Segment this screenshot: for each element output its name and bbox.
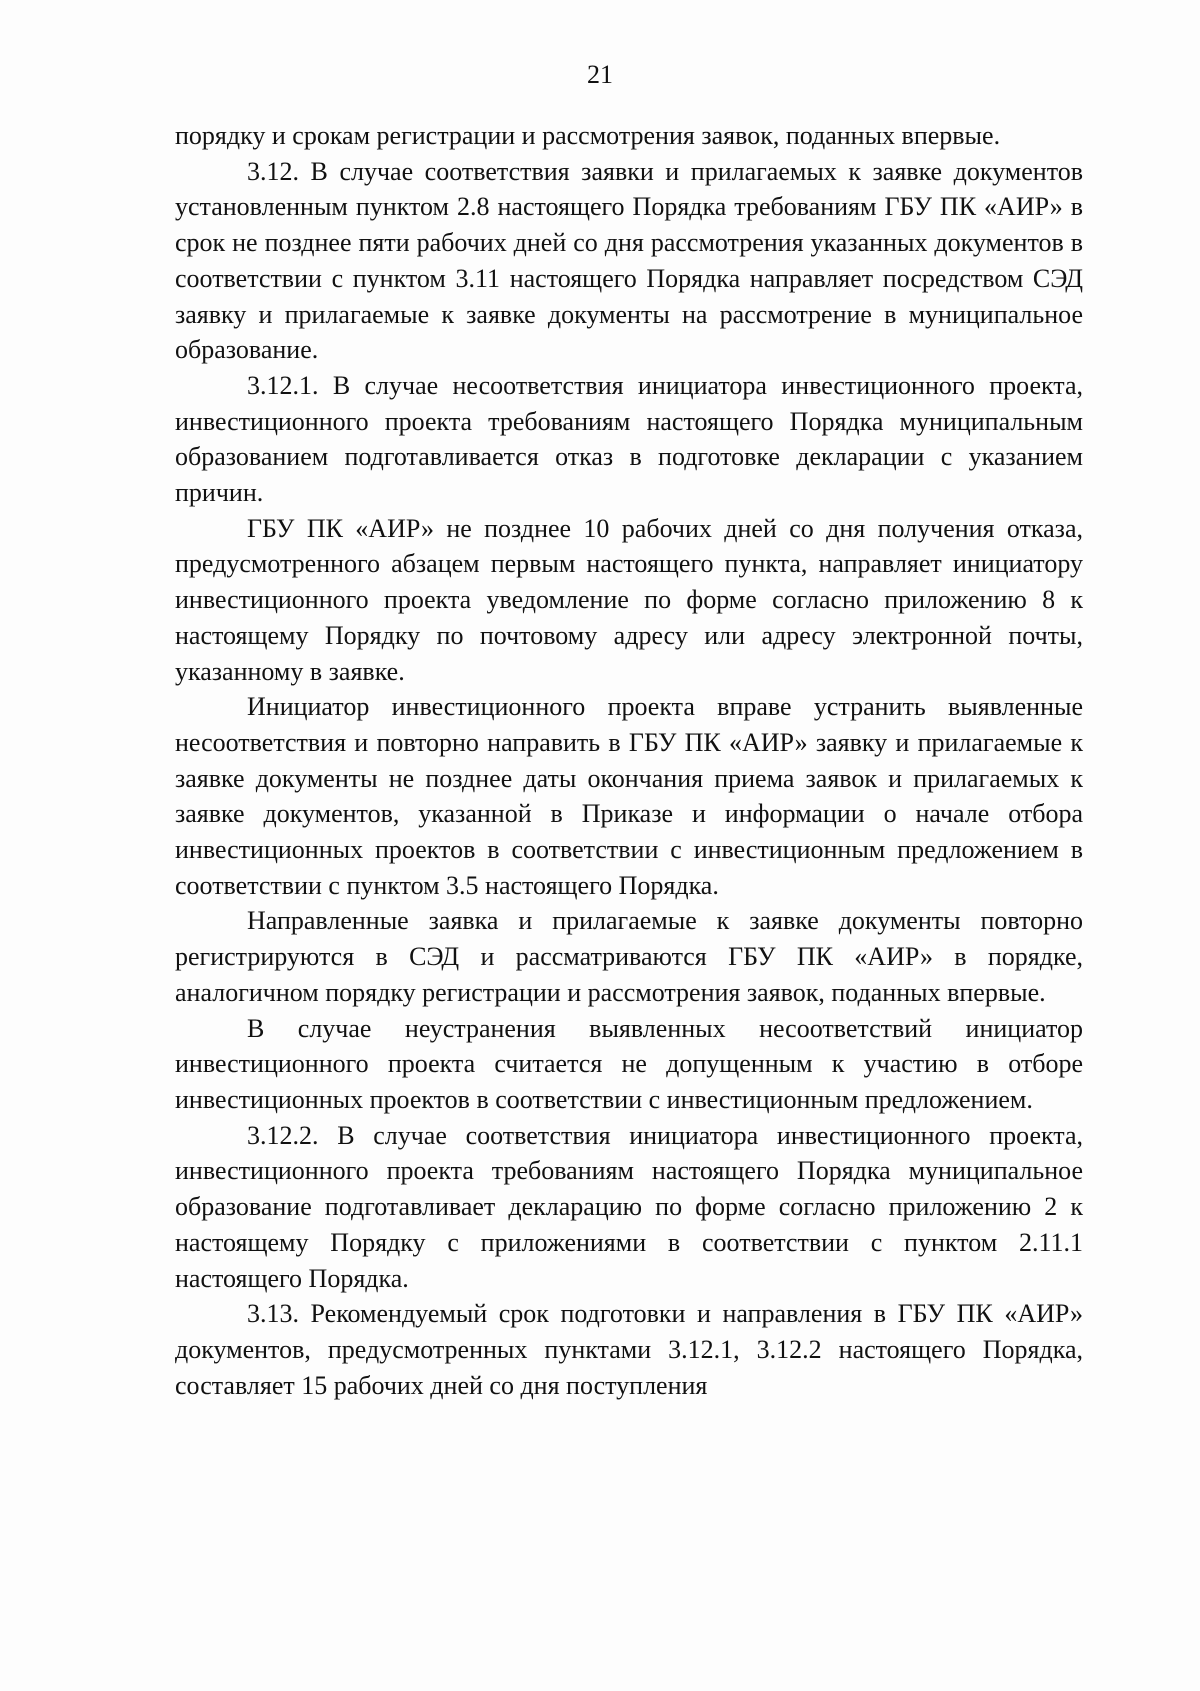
paragraph-3-12-1: 3.12.1. В случае несоответствия инициатора инвестиционного проекта, инвестиционного проекта требованиям настоящего Порядка муниципальным образованием подготавливается отказ в подготовке декларации с указанием причин. xyxy=(175,370,1083,508)
paragraph-notification: ГБУ ПК «АИР» не позднее 10 рабочих дней со дня получения отказа, предусмотренного абзацем первым настоящего пункта, направляет инициатору инвестиционного проекта уведомление по форме согласно приложению 8 к настоящему Порядку по почтовому адресу или адресу электронной почты, указанному в заявке. xyxy=(175,513,1083,686)
paragraph-continuation: порядку и срокам регистрации и рассмотрения заявок, поданных впервые. xyxy=(175,121,1001,150)
paragraph-reregistration: Направленные заявка и прилагаемые к заявке документы повторно регистрируются в СЭД и рассматриваются ГБУ ПК «АИР» в порядке, аналогичном порядку регистрации и рассмотрения заявок, поданных впервые. xyxy=(175,906,1083,1007)
page-number: 21 xyxy=(587,60,613,89)
paragraph-3-13: 3.13. Рекомендуемый срок подготовки и направления в ГБУ ПК «АИР» документов, предусмотренных пунктами 3.12.1, 3.12.2 настоящего Порядка, составляет 15 рабочих дней со дня поступления xyxy=(175,1299,1083,1400)
paragraph-non-admission: В случае неустранения выявленных несоответствий инициатор инвестиционного проекта считается не допущенным к участию в отборе инвестиционных проектов в соответствии с инвестиционным предложением. xyxy=(175,1013,1083,1114)
document-body xyxy=(175,118,1083,1403)
paragraph-3-12-2: 3.12.2. В случае соответствия инициатора инвестиционного проекта, инвестиционного проекта требованиям настоящего Порядка муниципальное образование подготавливает декларацию по форме согласно приложению 2 к настоящему Порядку с приложениями в соответствии с пунктом 2.11.1 настоящего Порядка. xyxy=(175,1120,1083,1293)
paragraph-3-12: 3.12. В случае соответствия заявки и прилагаемых к заявке документов установленным пунктом 2.8 настоящего Порядка требованиям ГБУ ПК «АИР» в срок не позднее пяти рабочих дней со дня рассмотрения указанных документов в соответствии с пунктом 3.11 настоящего Порядка направляет посредством СЭД заявку и прилагаемые к заявке документы на рассмотрение в муниципальное образование. xyxy=(175,156,1083,365)
paragraph-resubmission: Инициатор инвестиционного проекта вправе устранить выявленные несоответствия и повторно направить в ГБУ ПК «АИР» заявку и прилагаемые к заявке документы не позднее даты окончания приема заявок и прилагаемых к заявке документов, указанной в Приказе и информации о начале отбора инвестиционных проектов в соответствии с инвестиционным предложением в соответствии с пунктом 3.5 настоящего Порядка. xyxy=(175,692,1083,900)
